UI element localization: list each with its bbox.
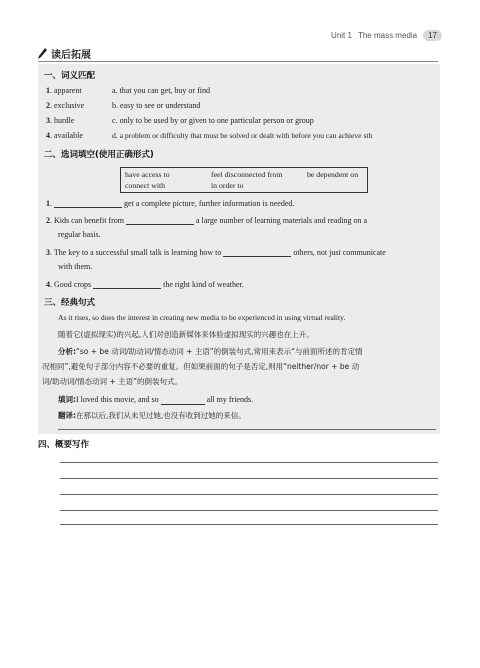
writing-line[interactable] xyxy=(60,524,438,525)
section4-heading: 四、概要写作 xyxy=(38,440,90,450)
section1-heading: 一、词义匹配 xyxy=(44,71,96,81)
translation-exercise: 翻译:在那以后,我们从未见过她,也没有收到过她的来信。 xyxy=(58,411,246,420)
analysis-line-3: 词/助动词/情态动词 + 主语”的倒装句式。 xyxy=(42,377,182,386)
word-bank-box xyxy=(120,167,368,193)
word-bank-item: connect with xyxy=(125,181,166,190)
analysis-line-1: 分析:“so + be 动词/助动词/情态动词 + 主语”的倒装句式,常用来表示“与前面所述的肯定情 xyxy=(58,347,363,356)
topic-label: The mass media xyxy=(357,31,418,40)
match-item-3: 3. hurdle xyxy=(46,116,75,125)
match-item-4: 4. available xyxy=(46,131,83,140)
title-divider xyxy=(38,61,438,62)
answer-blank[interactable] xyxy=(126,215,194,225)
match-item-2: 2. exclusive xyxy=(46,101,85,110)
match-item-1: 1. apparent xyxy=(46,86,82,95)
word-bank-item: in order to xyxy=(211,181,244,190)
model-sentence: As it rises, so does the interest in creating new media to be experienced in using virtual reality. xyxy=(58,313,346,322)
fill-question-2: 2. Kids can benefit from a large number of learning materials and reading on a xyxy=(46,216,368,225)
match-def-d: d. a problem or difficulty that must be solved or dealt with before you can achieve sth xyxy=(112,131,373,140)
writing-line[interactable] xyxy=(60,510,438,511)
section3-heading: 三、经典句式 xyxy=(44,298,96,308)
answer-blank[interactable] xyxy=(93,279,161,289)
translation-answer-line[interactable] xyxy=(58,429,436,430)
fill-question-3: 3. The key to a successful small talk is learning how to others, not just communicate xyxy=(46,248,386,257)
fill-question-1: 1. get a complete picture, further information is needed. xyxy=(46,199,295,208)
match-def-c: c. only to be used by or given to one particular person or group xyxy=(112,116,314,125)
word-bank-item: have access to xyxy=(125,170,170,179)
model-translation: 随着它(虚拟现实)的兴起,人们对创造新媒体来体验虚拟现实的兴趣也在上升。 xyxy=(58,330,314,339)
match-def-b: b. easy to see or understand xyxy=(112,101,201,110)
analysis-line-2: 况相同”,避免句子部分内容不必要的重复。但如果前面的句子是否定,则用“neither/nor + be 动 xyxy=(42,362,360,371)
exercise-panel xyxy=(38,64,440,434)
fill-question-4: 4. Good crops the right kind of weather. xyxy=(46,280,244,289)
word-bank-item: be dependent on xyxy=(307,170,359,179)
pen-icon xyxy=(38,48,47,59)
answer-blank[interactable] xyxy=(223,247,291,257)
section2-heading: 二、选词填空(使用正确形式) xyxy=(44,150,154,160)
unit-label: Unit 1 xyxy=(331,31,352,40)
match-def-a: a. that you can get, buy or find xyxy=(112,86,210,95)
writing-line[interactable] xyxy=(60,462,438,463)
answer-blank[interactable] xyxy=(54,198,122,208)
page-number: 17 xyxy=(423,30,442,41)
writing-line[interactable] xyxy=(60,494,438,495)
fill-question-2-cont: regular basis. xyxy=(58,230,101,239)
page-title: 读后拓展 xyxy=(51,50,91,61)
writing-line[interactable] xyxy=(60,478,438,479)
word-bank-item: feel disconnected from xyxy=(211,170,283,179)
answer-blank[interactable] xyxy=(161,395,205,405)
page-header xyxy=(331,30,442,41)
fill-question-3-cont: with them. xyxy=(58,262,93,271)
section-title-row xyxy=(38,46,91,61)
fill-exercise: 填词:I loved this movie, and so all my friends. xyxy=(58,395,254,404)
